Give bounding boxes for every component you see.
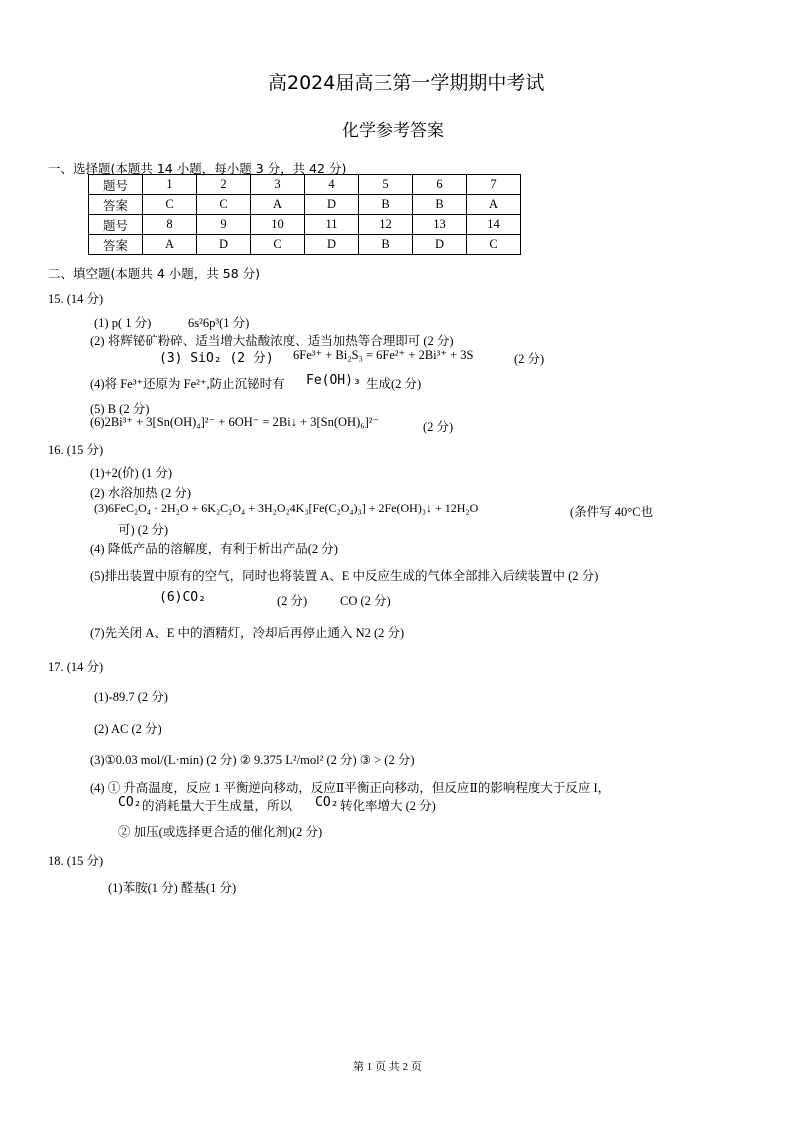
table-cell: B xyxy=(413,195,467,215)
table-cell: 题号 xyxy=(89,175,143,195)
q16-answer-6a: (6)CO₂ xyxy=(159,590,206,605)
table-cell: 2 xyxy=(197,175,251,195)
table-cell: D xyxy=(305,235,359,255)
table-cell: 3 xyxy=(251,175,305,195)
table-cell: 8 xyxy=(143,215,197,235)
table-row xyxy=(89,195,521,215)
table-row xyxy=(89,175,521,195)
table-row xyxy=(89,235,521,255)
table-cell: C xyxy=(467,235,521,255)
q15-answer-6b: (2 分) xyxy=(423,420,454,434)
table-cell: 13 xyxy=(413,215,467,235)
table-cell: 4 xyxy=(305,175,359,195)
section1-heading: 一、选择题(本题共 14 小题，每小题 3 分，共 42 分) xyxy=(48,161,347,176)
table-cell: A xyxy=(467,195,521,215)
q17-answer-3: (3)①0.03 mol/(L·min) (2 分) ② 9.375 L²/mol² (2 分) ③ > (2 分) xyxy=(90,753,415,767)
q15-answer-6: (6)2Bi³⁺ + 3[Sn(OH)₄]²⁻ + 6OH⁻ = 2Bi↓ + 3[Sn(OH)₆]²⁻ xyxy=(90,415,380,429)
q15-answer-3c: (2 分) xyxy=(514,352,545,366)
q16-answer-6c: CO (2 分) xyxy=(340,594,391,608)
q17-answer-4b4: 转化率增大 (2 分) xyxy=(340,799,436,813)
q15-answer-2: (2) 将辉铋矿粉碎、适当增大盐酸浓度、适当加热等合理即可 (2 分) xyxy=(90,334,454,348)
q15-answer-5: (5) B (2 分) xyxy=(90,402,150,416)
section2-heading: 二、填空题(本题共 4 小题，共 58 分) xyxy=(48,266,261,281)
table-cell: 答案 xyxy=(89,195,143,215)
q16-answer-3c: 可) (2 分) xyxy=(118,523,168,537)
q17-answer-4c: ② 加压(或选择更合适的催化剂)(2 分) xyxy=(118,825,323,839)
q16-heading: 16. (15 分) xyxy=(48,443,104,457)
table-cell: D xyxy=(413,235,467,255)
q17-answer-4a: (4) ① 升高温度，反应 1 平衡逆向移动，反应Ⅱ平衡正向移动，但反应Ⅱ的影响程度大于反应 I， xyxy=(90,781,611,795)
table-cell: 14 xyxy=(467,215,521,235)
q18-heading: 18. (15 分) xyxy=(48,854,104,868)
q17-answer-1: (1)-89.7 (2 分) xyxy=(94,690,168,704)
table-cell: B xyxy=(359,195,413,215)
table-cell: 7 xyxy=(467,175,521,195)
q16-answer-5: (5)排出装置中原有的空气，同时也将装置 A、E 中反应生成的气体全部排入后续装置中 (2 分) xyxy=(90,569,599,583)
table-cell: B xyxy=(359,235,413,255)
q18-answer-1: (1)苯胺(1 分) 醛基(1 分) xyxy=(108,881,237,895)
q17-answer-2: (2) AC (2 分) xyxy=(94,722,162,736)
q17-answer-4b3: CO₂ xyxy=(315,795,339,810)
table-cell: A xyxy=(251,195,305,215)
table-cell: 6 xyxy=(413,175,467,195)
table-cell: 10 xyxy=(251,215,305,235)
page-title: 高2024届高三第一学期期中考试 xyxy=(268,72,545,94)
q17-answer-4b1: CO₂ xyxy=(118,795,142,810)
q15-answer-4a: (4)将 Fe³⁺还原为 Fe²⁺,防止沉铋时有 xyxy=(90,377,285,391)
q15-answer-1b: 6s²6p³(1 分) xyxy=(188,316,250,330)
q16-answer-7: (7)先关闭 A、E 中的酒精灯，冷却后再停止通入 N2 (2 分) xyxy=(90,626,405,640)
table-cell: 11 xyxy=(305,215,359,235)
q16-answer-6b: (2 分) xyxy=(277,594,308,608)
table-cell: C xyxy=(251,235,305,255)
table-cell: 12 xyxy=(359,215,413,235)
q15-heading: 15. (14 分) xyxy=(48,292,104,306)
table-cell: D xyxy=(305,195,359,215)
table-cell: C xyxy=(143,195,197,215)
q15-answer-1a: (1) p( 1 分) xyxy=(94,316,152,330)
q15-answer-4c: 生成(2 分) xyxy=(366,377,422,391)
q15-answer-3a: (3) SiO₂ (2 分) xyxy=(159,351,274,366)
table-cell: 9 xyxy=(197,215,251,235)
table-cell: 5 xyxy=(359,175,413,195)
q15-answer-3b: 6Fe³⁺ + Bi₂S₃ = 6Fe²⁺ + 2Bi³⁺ + 3S xyxy=(293,348,474,362)
table-cell: D xyxy=(197,235,251,255)
table-cell: 1 xyxy=(143,175,197,195)
q16-answer-4: (4) 降低产品的溶解度，有利于析出产品(2 分) xyxy=(90,542,338,556)
table-cell: 答案 xyxy=(89,235,143,255)
q16-answer-3: (3)6FeC₂O₄ · 2H₂O + 6K₂C₂O₄ + 3H₂O₂4K₃[Fe(C₂O₄)₃] + 2Fe(OH)₃↓ + 12H₂O xyxy=(94,501,479,515)
q16-answer-1: (1)+2(价) (1 分) xyxy=(90,466,173,480)
page-subtitle: 化学参考答案 xyxy=(342,121,444,141)
q15-answer-4b: Fe(OH)₃ xyxy=(306,373,361,388)
table-cell: C xyxy=(197,195,251,215)
q17-heading: 17. (14 分) xyxy=(48,660,104,674)
q16-answer-3b: (条件写 40°C也 xyxy=(570,505,654,519)
table-row xyxy=(89,215,521,235)
page-footer: 第 1 页 共 2 页 xyxy=(353,1061,422,1073)
q16-answer-2: (2) 水浴加热 (2 分) xyxy=(90,486,192,500)
q17-answer-4b2: 的消耗量大于生成量，所以 xyxy=(142,799,293,813)
table-cell: A xyxy=(143,235,197,255)
table-cell: 题号 xyxy=(89,215,143,235)
answer-table xyxy=(88,174,521,255)
